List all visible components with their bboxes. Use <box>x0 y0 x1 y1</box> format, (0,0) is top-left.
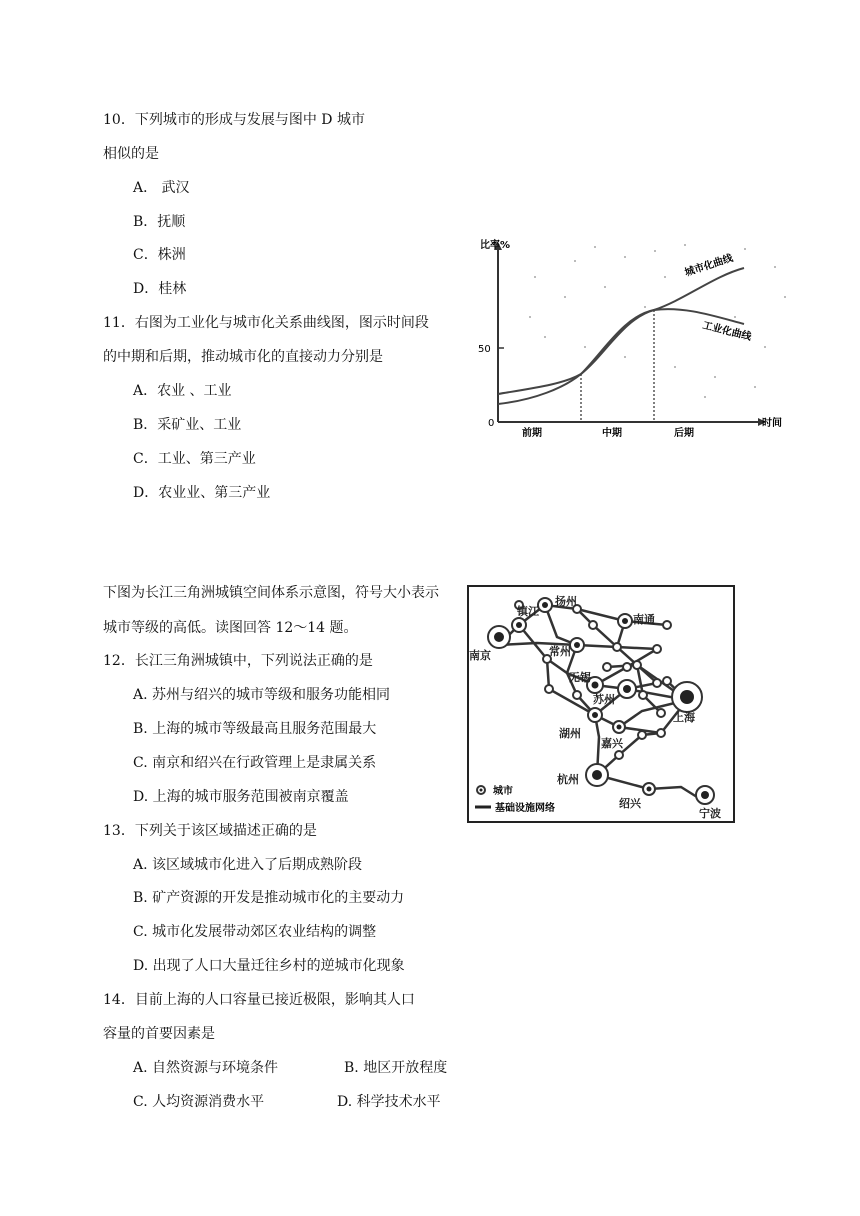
q14-option-b[interactable]: B. 地区开放程度 <box>344 1060 448 1076</box>
intro-line1: 下图为长江三角洲城镇空间体系示意图，符号大小表示 <box>103 585 439 601</box>
city-marker-zhenjiang <box>512 618 526 632</box>
legend-city-label: 城市 <box>493 786 513 797</box>
y-axis-label: 比率% <box>480 240 511 251</box>
q11-stem-line1: 11．右图为工业化与城市化关系曲线图，图示时间段 <box>103 315 429 331</box>
q12-option-b[interactable]: B. 上海的城市等级最高且服务范围最大 <box>133 721 377 737</box>
city-label-shanghai: 上海 <box>673 711 695 724</box>
city-marker-jiaxing <box>613 721 625 733</box>
intro-line2: 城市等级的高低。读图回答 12～14 题。 <box>103 620 358 636</box>
q14-stem-line1: 14．目前上海的人口容量已接近极限，影响其人口 <box>103 992 415 1008</box>
q10-option-b[interactable]: B．抚顺 <box>133 214 186 230</box>
urbanization-curve-label: 城市化曲线 <box>683 252 735 279</box>
industrialization-curve-label: 工业化曲线 <box>701 320 753 344</box>
city-marker-nantong <box>618 614 632 628</box>
q11-option-a[interactable]: A．农业 、工业 <box>133 383 232 399</box>
city-label-suzhou: 苏州 <box>593 693 615 706</box>
city-marker-ningbo <box>696 786 714 804</box>
q12-option-d[interactable]: D. 上海的城市服务范围被南京覆盖 <box>133 789 349 805</box>
q10-option-d[interactable]: D．桂林 <box>133 281 187 297</box>
q12-stem: 12．长江三角洲城镇中，下列说法正确的是 <box>103 653 373 669</box>
q13-stem: 13．下列关于该区域描述正确的是 <box>103 823 317 839</box>
q14-option-a[interactable]: A. 自然资源与环境条件 <box>133 1060 279 1076</box>
city-marker-huzhou <box>588 708 602 722</box>
q13-option-c[interactable]: C. 城市化发展带动郊区农业结构的调整 <box>133 924 377 940</box>
city-marker-shanghai <box>672 682 702 712</box>
city-label-jiaxing: 嘉兴 <box>601 737 623 750</box>
q14-option-c[interactable]: C. 人均资源消费水平 <box>133 1094 265 1110</box>
urbanization-curve <box>498 268 744 404</box>
stage-label-late: 后期 <box>674 428 694 439</box>
chart-noise-speckle <box>529 244 786 398</box>
stage-label-early: 前期 <box>522 428 542 439</box>
city-marker-nanjing <box>488 626 510 648</box>
stage-label-middle: 中期 <box>602 428 622 439</box>
q11-stem-line2: 的中期和后期，推动城市化的直接动力分别是 <box>103 349 383 365</box>
q13-option-d[interactable]: D. 出现了人口大量迁往乡村的逆城市化现象 <box>133 958 405 974</box>
city-label-ningbo: 宁波 <box>699 807 721 820</box>
q10-option-c[interactable]: C．株洲 <box>133 247 186 263</box>
city-marker-suzhou <box>618 680 636 698</box>
q11-option-c[interactable]: C．工业、第三产业 <box>133 451 256 467</box>
origin-label: 0 <box>488 418 495 429</box>
y-tick-50: 50 <box>478 344 491 355</box>
city-label-nantong: 南通 <box>633 613 655 626</box>
q11-option-d[interactable]: D．农业业、第三产业 <box>133 485 271 501</box>
q10-option-a[interactable]: A． 武汉 <box>133 180 190 196</box>
city-label-wuxi: 无锡 <box>569 671 591 684</box>
q13-option-a[interactable]: A. 该区域城市化进入了后期成熟阶段 <box>133 857 363 873</box>
city-marker-shaoxing <box>643 783 655 795</box>
x-axis-label: 时间 <box>762 418 782 429</box>
q11-option-b[interactable]: B．采矿业、工业 <box>133 417 242 433</box>
city-label-hangzhou: 杭州 <box>557 773 579 786</box>
city-marker-yangzhou <box>538 598 552 612</box>
q10-stem-line1: 10．下列城市的形成与发展与图中 D 城市 <box>103 112 365 128</box>
city-marker-changzhou <box>570 638 584 652</box>
q14-stem-line2: 容量的首要因素是 <box>103 1026 215 1042</box>
q10-stem-line2: 相似的是 <box>103 146 159 162</box>
city-label-huzhou: 湖州 <box>559 727 581 740</box>
city-label-shaoxing: 绍兴 <box>619 797 641 810</box>
yangtze-delta-city-map <box>467 585 735 823</box>
city-label-nanjing: 南京 <box>469 649 491 662</box>
city-label-zhenjiang: 镇江 <box>517 605 539 618</box>
urbanization-industrialization-chart <box>474 236 794 442</box>
q14-option-d[interactable]: D. 科学技术水平 <box>337 1094 441 1110</box>
city-marker-hangzhou <box>586 764 608 786</box>
legend-network-label: 基础设施网络 <box>495 803 555 814</box>
city-label-yangzhou: 扬州 <box>555 595 577 608</box>
city-label-changzhou: 常州 <box>549 645 571 658</box>
q13-option-b[interactable]: B. 矿产资源的开发是推动城市化的主要动力 <box>133 890 405 906</box>
q12-option-c[interactable]: C. 南京和绍兴在行政管理上是隶属关系 <box>133 755 377 771</box>
q12-option-a[interactable]: A. 苏州与绍兴的城市等级和服务功能相同 <box>133 687 391 703</box>
